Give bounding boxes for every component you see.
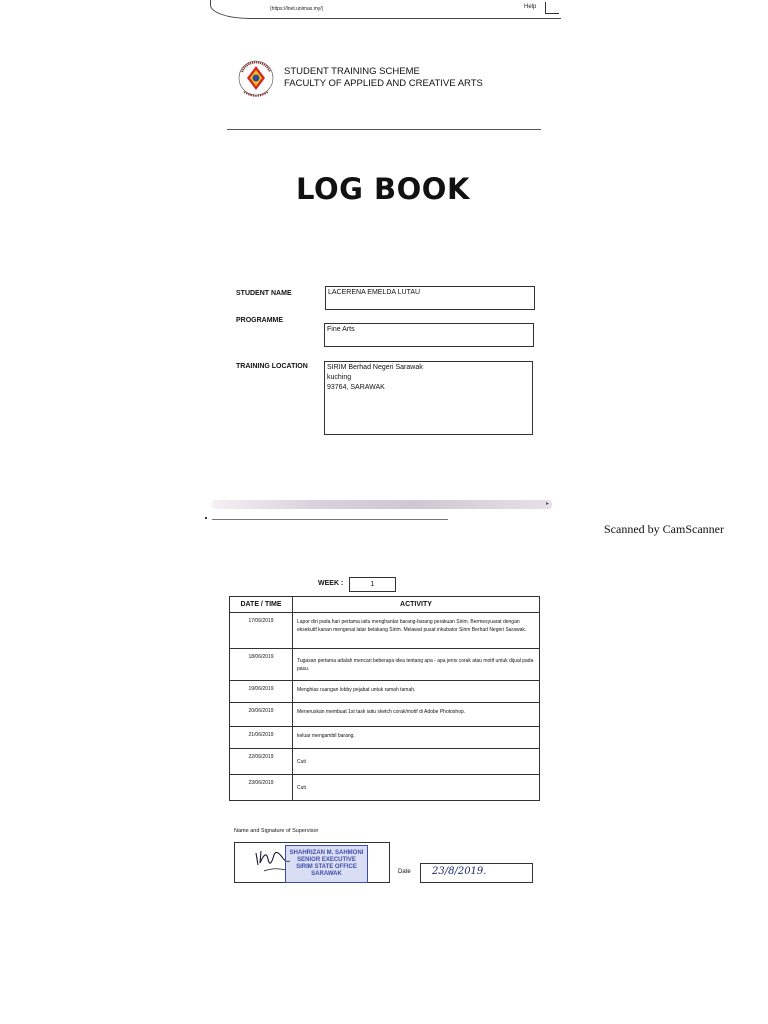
student-name-field[interactable] bbox=[325, 286, 535, 310]
scheme-heading bbox=[284, 66, 483, 90]
supervisor-stamp bbox=[285, 845, 368, 883]
programme-value: Fine Arts bbox=[327, 326, 355, 333]
table-row bbox=[230, 749, 540, 775]
stamp-line-4: SARAWAK bbox=[311, 871, 342, 877]
row-activity: Cuti bbox=[293, 775, 540, 801]
location-line-3: 93764, SARAWAK bbox=[327, 384, 385, 391]
location-line-1: SIRIM Berhad Negeri Sarawak bbox=[327, 364, 423, 371]
row-activity: Menghias ruangan lobby pejabat untuk ramah tamah. bbox=[293, 681, 540, 703]
page-top-edge bbox=[210, 0, 561, 19]
table-row bbox=[230, 703, 540, 727]
help-link[interactable]: Help bbox=[524, 4, 537, 10]
row-activity: Meneruskan membuat 1st task iaitu sketch corak/motif di Adobe Photoshop. bbox=[293, 703, 540, 727]
page-corner-mark bbox=[205, 517, 207, 519]
col-activity-header: ACTIVITY bbox=[293, 597, 540, 613]
page-bottom-edge bbox=[212, 519, 448, 520]
page-title: LOG BOOK bbox=[296, 172, 470, 206]
table-row bbox=[230, 649, 540, 681]
student-name-value: LACERENA EMELDA LUTAU bbox=[328, 289, 421, 296]
date-value: 23/8/2019. bbox=[432, 866, 487, 877]
unimas-logo-icon bbox=[236, 58, 276, 102]
row-date: 17/06/2019 bbox=[230, 613, 293, 649]
week-value: 1 bbox=[370, 581, 375, 588]
week-field[interactable] bbox=[349, 577, 396, 592]
portal-url[interactable]: (https://lnet.unimas.my/) bbox=[270, 6, 324, 12]
stamp-line-1: SHAHRIZAN M. SAHMONI bbox=[289, 850, 364, 856]
row-activity: Lapor diri pada hari pertama iaitu menghantar barang-barang perakuan Sirim. Bermesyuarat dengan eksekutif kanan mengenai latar belakang Sirim. Melawat pusat inkubator Sirim Berhad Negeri Sarawak. bbox=[293, 613, 540, 649]
table-row bbox=[230, 613, 540, 649]
scan-shadow-band bbox=[212, 500, 552, 509]
activity-table bbox=[229, 596, 540, 801]
camscanner-watermark: Scanned by CamScanner bbox=[604, 522, 724, 536]
header-divider bbox=[227, 129, 541, 130]
location-line-2: kuching bbox=[327, 374, 352, 381]
training-location-field[interactable] bbox=[324, 361, 533, 435]
programme-field[interactable] bbox=[324, 323, 534, 347]
week-label: WEEK : bbox=[318, 580, 344, 587]
row-activity: keluar mengambil barang. bbox=[293, 727, 540, 749]
row-activity: Cuti bbox=[293, 749, 540, 775]
band-arrow-icon: ▸ bbox=[546, 501, 550, 507]
student-name-label: STUDENT NAME bbox=[236, 290, 292, 297]
row-date: 20/06/2019 bbox=[230, 703, 293, 727]
supervisor-label: Name and Signature of Supervisor bbox=[234, 828, 319, 834]
table-row bbox=[230, 775, 540, 801]
row-activity: Tugasan pertama adalah mencari beberapa idea tentang apa - apa jenis corak atau motif untuk dijual pada pasu. bbox=[293, 649, 540, 681]
table-row bbox=[230, 681, 540, 703]
training-location-label: TRAINING LOCATION bbox=[236, 363, 308, 370]
table-header-row bbox=[230, 597, 540, 613]
date-label: Date bbox=[398, 869, 411, 875]
scheme-line-1: STUDENT TRAINING SCHEME bbox=[284, 66, 420, 77]
row-date: 19/06/2019 bbox=[230, 681, 293, 703]
scheme-line-2: FACULTY OF APPLIED AND CREATIVE ARTS bbox=[284, 78, 483, 89]
stamp-line-3: SIRIM STATE OFFICE bbox=[296, 864, 357, 870]
row-date: 23/06/2019 bbox=[230, 775, 293, 801]
help-underline bbox=[545, 13, 559, 14]
row-date: 18/06/2019 bbox=[230, 649, 293, 681]
row-date: 22/06/2019 bbox=[230, 749, 293, 775]
programme-label: PROGRAMME bbox=[236, 317, 284, 324]
table-row bbox=[230, 727, 540, 749]
row-date: 21/06/2019 bbox=[230, 727, 293, 749]
stamp-line-2: SENIOR EXECUTIVE bbox=[297, 857, 356, 863]
col-date-header: DATE / TIME bbox=[230, 597, 293, 613]
